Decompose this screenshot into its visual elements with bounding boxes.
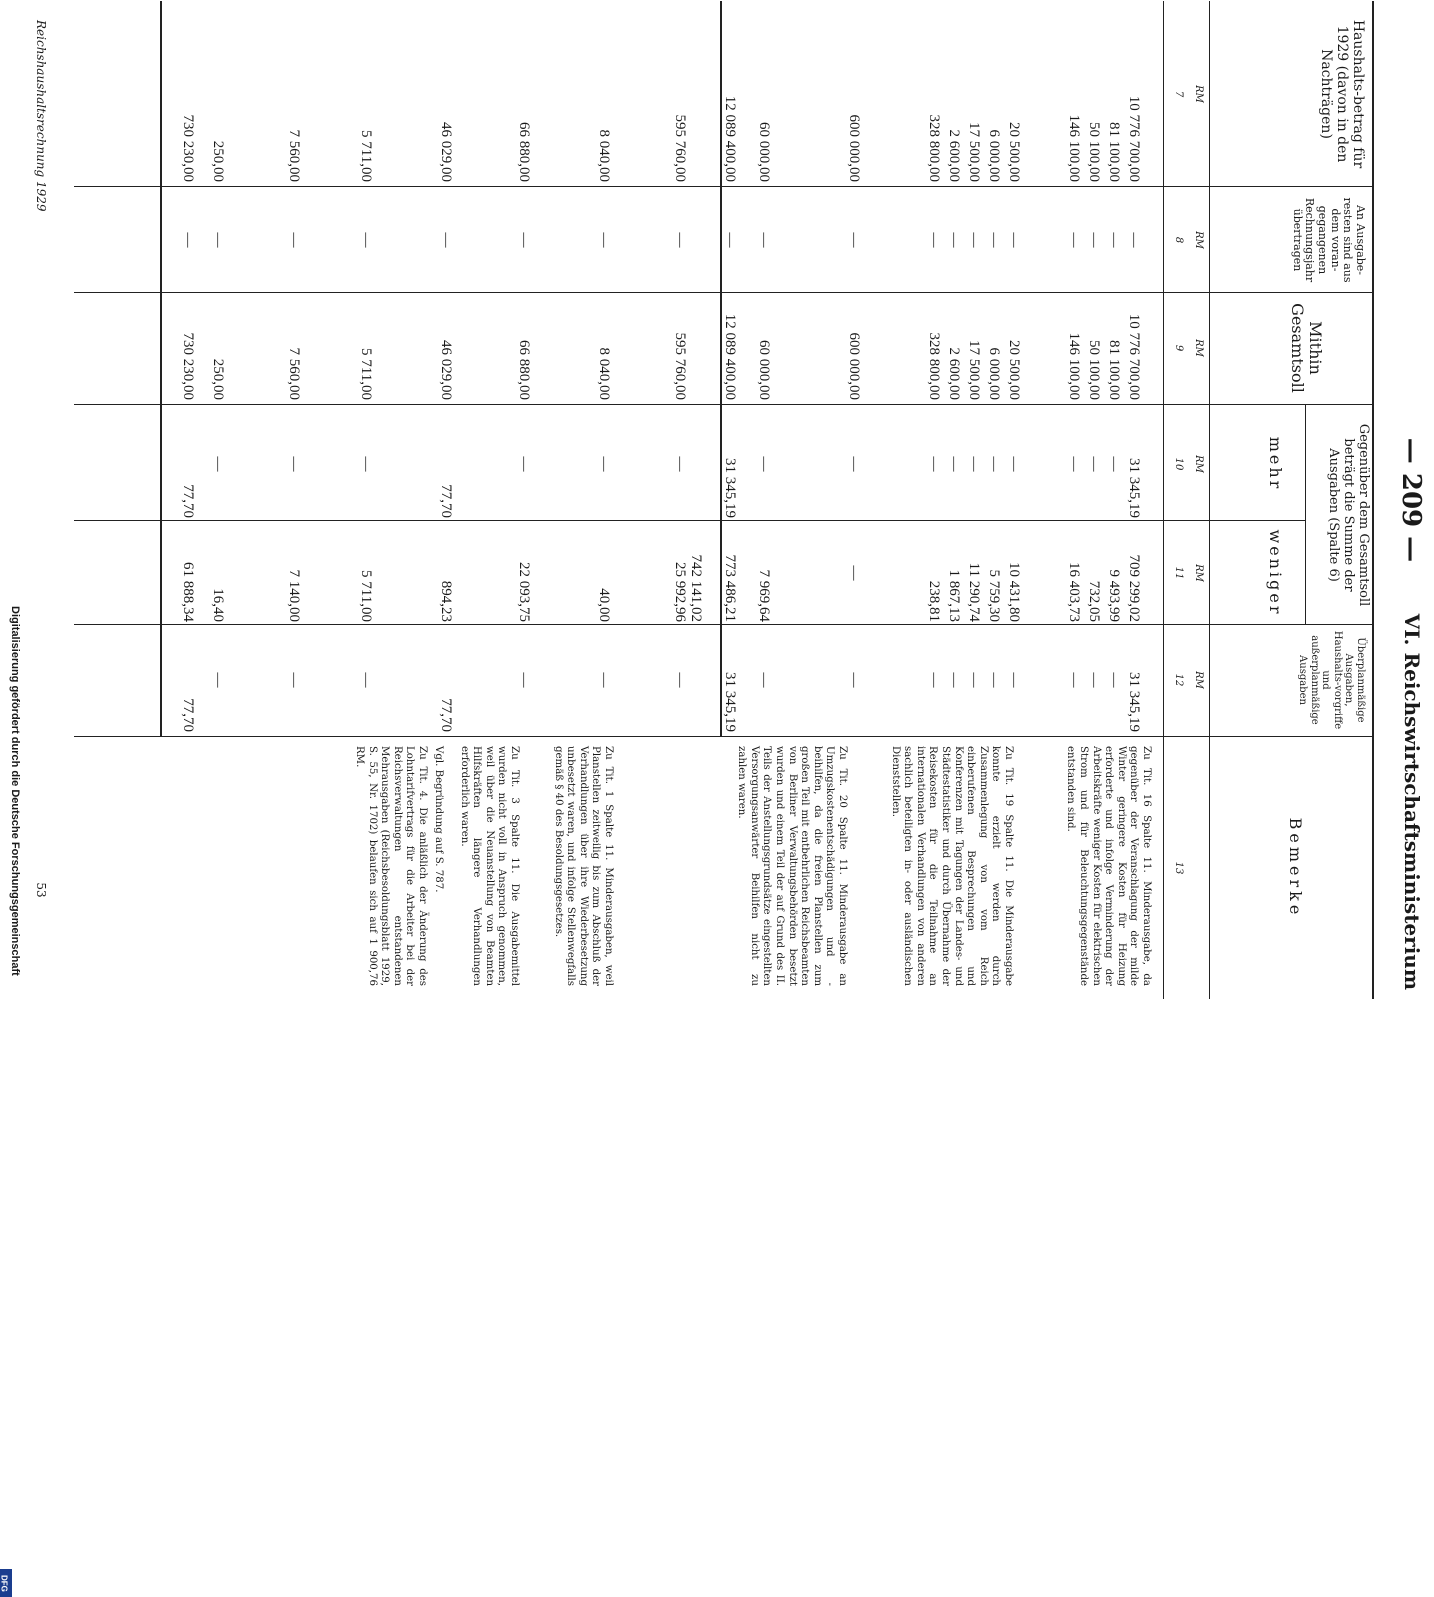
cell-c7: 146 100,00 bbox=[1066, 114, 1082, 182]
cell-c12: — bbox=[1086, 672, 1102, 688]
cell-c9: 730 230,00 bbox=[180, 332, 196, 400]
cell-c12: — bbox=[1106, 672, 1122, 688]
cell-c8: — bbox=[946, 232, 962, 248]
cell-c8: — bbox=[516, 232, 532, 248]
note-tit20: Zu Tit. 20 Spalte 11. Minderausgabe an Umzugskostenentschädigungen und -beihilfen, da die freien Planstellen zum großen Teil mit entbehrlichen Reichsbeamten von Berliner Verwaltungsbehörden besetzt wurden und einem Teil der auf Grund des II. Teils der Anstellungsgrundsätze eingestellten Versorgungsanwärter Beihilfen nicht zu zahlen waren. bbox=[736, 746, 848, 986]
digitization-strip bbox=[0, 604, 22, 1592]
colnum-rule bbox=[1163, 1, 1164, 999]
cell-c7: 2 600,00 bbox=[946, 129, 962, 182]
cell-c10: — bbox=[1066, 456, 1082, 472]
cell-c9: 595 760,00 bbox=[672, 332, 688, 400]
note-tit19: Zu Tit. 19 Spalte 11. Die Minderausgabe konnte erzielt werden durch Zusammenlegung von vom Reich einberufenen Besprechungen und Konferenzen mit Tagungen der Landes- und Städtestatistiker und durch Übernahme der Reisekosten für die Teilnahme an internationalen Verhandlungen von anderen sachlich beteiligten in- oder ausländischen Dienststellen. bbox=[889, 746, 1014, 986]
cell-c9: 12 089 400,00 bbox=[722, 313, 738, 400]
cell-c10: — bbox=[926, 456, 942, 472]
cell-c12: — bbox=[286, 672, 302, 688]
cell-c9: 66 880,00 bbox=[516, 340, 532, 400]
cell-c11: 7 140,00 bbox=[286, 569, 302, 622]
cell-c12: 77,70 bbox=[180, 698, 196, 732]
cell-c10: — bbox=[672, 456, 688, 472]
cell-c11: 894,23 bbox=[438, 580, 454, 622]
cell-c10: 77,70 bbox=[180, 484, 196, 518]
cell-c7: 8 040,00 bbox=[596, 129, 612, 182]
cell-c10: — bbox=[986, 456, 1002, 472]
col-sep bbox=[74, 292, 1374, 293]
ministry-header: VI. Reichswirtschaftsministerium bbox=[1400, 613, 1424, 990]
cell-c8: — bbox=[1006, 232, 1022, 248]
note-ref: Vgl. Begründung auf S. 787. bbox=[433, 746, 444, 893]
cell-c12: — bbox=[846, 672, 862, 688]
cell-c11: 61 888,34 bbox=[180, 562, 196, 622]
cell-c10: — bbox=[596, 456, 612, 472]
cell-c10: 31 345,19 bbox=[1126, 458, 1142, 518]
cell-c11: 5 759,30 bbox=[986, 569, 1002, 622]
header-col10-11: Gegenüber dem Gesamtsoll beträgt die Summe der Ausgaben (Spalte 6) bbox=[1326, 423, 1371, 607]
cell-c8: — bbox=[846, 232, 862, 248]
cell-c11: 9 493,99 bbox=[1106, 569, 1122, 622]
note-tit3: Zu Tit. 3 Spalte 11. Die Ausgabemittel wurden nicht voll in Anspruch genommen, weil über die Neuanstellung von Beamten Hilfskräften längere Verhandlungen erforderlich waren. bbox=[458, 746, 520, 986]
cell-c12: — bbox=[756, 672, 772, 688]
net-difference: 742 141,02 bbox=[688, 554, 704, 622]
cell-c7: 46 029,00 bbox=[438, 122, 454, 182]
cell-c12: — bbox=[596, 672, 612, 688]
unit-col10: RM bbox=[1193, 455, 1204, 473]
colnum-10: 10 bbox=[1173, 457, 1184, 471]
cell-c9: 7 560,00 bbox=[286, 347, 302, 400]
note-tit1: Zu Tit. 1 Spalte 11. Minderausgaben, weil Planstellen zeitweilig bis zum Abschluß der Verhandlungen über ihre Wiederbesetzung unbesetzt waren, und infolge Stellenwegfalls gemäß § 40 des Besoldungsgesetzes. bbox=[552, 746, 614, 986]
cell-c11: 10 431,80 bbox=[1006, 562, 1022, 622]
cell-c12: — bbox=[1006, 672, 1022, 688]
header-col9: Mithin Gesamtsoll bbox=[1287, 303, 1325, 393]
cell-c8: — bbox=[986, 232, 1002, 248]
header-col10: mehr bbox=[1266, 436, 1285, 492]
cell-c7: 60 000,00 bbox=[756, 122, 772, 182]
cell-c9: 6 000,00 bbox=[986, 347, 1002, 400]
header-col8: An Ausgabe-resten sind aus dem voran-gegangenen Rechnungsjahr übertragen bbox=[1290, 197, 1367, 283]
cell-c9: 2 600,00 bbox=[946, 347, 962, 400]
note-tit4: Zu Tit. 4. Die anläßlich der Änderung des Lohntarifvertrags für die Arbeiter bei der Reichsverwaltungen entstandenen Mehrausgaben (Reichsbesoldungsblatt 1929, S. 55, Nr. 1702) belaufen sich auf 1 900,76 RM. bbox=[354, 746, 428, 986]
cell-c8: — bbox=[722, 232, 738, 248]
cell-c10: — bbox=[358, 456, 374, 472]
cell-c7: 328 800,00 bbox=[926, 114, 942, 182]
cell-c11: 773 486,21 bbox=[722, 554, 738, 622]
cell-c9: 8 040,00 bbox=[596, 347, 612, 400]
col-sep bbox=[74, 404, 1374, 405]
cell-c9: 328 800,00 bbox=[926, 332, 942, 400]
unit-col7: RM bbox=[1193, 85, 1204, 103]
cell-c7: 17 500,00 bbox=[966, 122, 982, 182]
page-number: — 209 — bbox=[1396, 437, 1426, 563]
cell-c7: 20 500,00 bbox=[1006, 122, 1022, 182]
cell-c12: 31 345,19 bbox=[1126, 672, 1142, 732]
cell-c7: 600 000,00 bbox=[846, 114, 862, 182]
colnum-9: 9 bbox=[1173, 344, 1184, 352]
cell-c8: — bbox=[1086, 232, 1102, 248]
cell-c7: 595 760,00 bbox=[672, 114, 688, 182]
cell-c11: — bbox=[846, 565, 862, 581]
cell-c12: 77,70 bbox=[438, 698, 454, 732]
cell-c8: — bbox=[756, 232, 772, 248]
footer-page: 53 bbox=[34, 882, 48, 898]
cell-c8: — bbox=[1066, 232, 1082, 248]
cell-c7: 250,00 bbox=[210, 140, 226, 182]
header-col12: Überplanmäßige Ausgaben, Haushalts-vorgriffe und außerplanmäßige Ausgaben bbox=[1297, 630, 1366, 730]
cell-c7: 5 711,00 bbox=[358, 130, 374, 182]
cell-c10: 77,70 bbox=[438, 484, 454, 518]
header-col7: Haushalts-betrag für 1929 (davon in den Nachträgen) bbox=[1317, 19, 1366, 169]
cell-c9: 46 029,00 bbox=[438, 340, 454, 400]
cell-c12: — bbox=[986, 672, 1002, 688]
cell-c9: 250,00 bbox=[210, 358, 226, 400]
colnum-8: 8 bbox=[1173, 236, 1184, 244]
unit-col11: RM bbox=[1193, 564, 1204, 582]
cell-c8: — bbox=[286, 232, 302, 248]
cell-c8: — bbox=[358, 232, 374, 248]
cell-c9: 81 100,00 bbox=[1106, 340, 1122, 400]
subtotal-rule bbox=[160, 1, 162, 736]
cell-c7: 66 880,00 bbox=[516, 122, 532, 182]
subtotal-rule bbox=[720, 1, 722, 736]
cell-c8: — bbox=[180, 232, 196, 248]
cell-c11: 5 711,00 bbox=[358, 570, 374, 622]
cell-c8: — bbox=[596, 232, 612, 248]
unit-col9: RM bbox=[1193, 339, 1204, 357]
cell-c9: 5 711,00 bbox=[358, 348, 374, 400]
cell-c9: 20 500,00 bbox=[1006, 340, 1022, 400]
cell-c8: — bbox=[210, 232, 226, 248]
cell-c10: — bbox=[966, 456, 982, 472]
cell-c7: 6 000,00 bbox=[986, 129, 1002, 182]
col-sep bbox=[74, 736, 1374, 737]
cell-c10: — bbox=[946, 456, 962, 472]
cell-c8: — bbox=[438, 232, 454, 248]
cell-c11: 40,00 bbox=[596, 588, 612, 622]
cell-c10: — bbox=[1006, 456, 1022, 472]
cell-c11: 16 403,73 bbox=[1066, 562, 1082, 622]
cell-c12: — bbox=[358, 672, 374, 688]
cell-c9: 50 100,00 bbox=[1086, 340, 1102, 400]
cell-c8: — bbox=[966, 232, 982, 248]
colnum-11: 11 bbox=[1173, 566, 1184, 580]
header-rule bbox=[1209, 1, 1210, 999]
cell-c10: — bbox=[846, 456, 862, 472]
col-sep bbox=[74, 624, 1374, 625]
cell-c9: 60 000,00 bbox=[756, 340, 772, 400]
cell-c12: — bbox=[672, 672, 688, 688]
cell-c7: 10 776 700,00 bbox=[1126, 95, 1142, 182]
cell-c7: 50 100,00 bbox=[1086, 122, 1102, 182]
cell-c12: — bbox=[926, 672, 942, 688]
cell-c10: — bbox=[756, 456, 772, 472]
digitization-note: Digitalisierung gefördert durch die Deutsche Forschungsgemeinschaft bbox=[9, 606, 21, 976]
cell-c10: — bbox=[1086, 456, 1102, 472]
cell-c10: — bbox=[210, 456, 226, 472]
cell-c8: — bbox=[926, 232, 942, 248]
cell-c11: 709 299,02 bbox=[1126, 554, 1142, 622]
cell-c7: 730 230,00 bbox=[180, 114, 196, 182]
header-col13: Bemerke bbox=[1286, 817, 1305, 919]
col-sep bbox=[74, 520, 1306, 521]
cell-c8: — bbox=[672, 232, 688, 248]
unit-col12: RM bbox=[1193, 671, 1204, 689]
cell-c11: 1 867,13 bbox=[946, 569, 962, 622]
cell-c10: — bbox=[516, 456, 532, 472]
cell-c11: 25 992,96 bbox=[672, 562, 688, 622]
cell-c7: 12 089 400,00 bbox=[722, 95, 738, 182]
cell-c11: 238,81 bbox=[926, 580, 942, 622]
group-rule bbox=[1305, 404, 1306, 624]
cell-c12: — bbox=[946, 672, 962, 688]
cell-c12: — bbox=[1066, 672, 1082, 688]
cell-c8: — bbox=[1106, 232, 1122, 248]
cell-c8: — bbox=[1126, 232, 1142, 248]
cell-c9: 600 000,00 bbox=[846, 332, 862, 400]
cell-c12: — bbox=[210, 672, 226, 688]
cell-c11: 11 290,74 bbox=[966, 562, 982, 622]
cell-c10: — bbox=[286, 456, 302, 472]
cell-c9: 146 100,00 bbox=[1066, 332, 1082, 400]
col-sep bbox=[74, 186, 1374, 187]
unit-col8: RM bbox=[1193, 231, 1204, 249]
cell-c12: — bbox=[516, 672, 532, 688]
cell-c12: 31 345,19 bbox=[722, 672, 738, 732]
cell-c10: 31 345,19 bbox=[722, 458, 738, 518]
cell-c11: 7 969,64 bbox=[756, 569, 772, 622]
cell-c12: — bbox=[966, 672, 982, 688]
footer-left: Reichshaushaltsrechnung 1929 bbox=[34, 20, 48, 212]
cell-c9: 10 776 700,00 bbox=[1126, 313, 1142, 400]
colnum-13: 13 bbox=[1173, 861, 1184, 875]
cell-c7: 81 100,00 bbox=[1106, 122, 1122, 182]
cell-c9: 17 500,00 bbox=[966, 340, 982, 400]
note-tit16: Zu Tit. 16 Spalte 11. Minderausgabe, da gegenüber der Veranschlagung der milde Winter geringere Kosten für Heizung erforderte und infolge Verminderung der Arbeitskräfte weniger Kosten für elektrischen Strom und für Beleuchtungsgegenstände entstanden sind. bbox=[1065, 746, 1152, 986]
cell-c10: — bbox=[1106, 456, 1122, 472]
dfg-logo: DFG bbox=[0, 1569, 12, 1597]
colnum-7: 7 bbox=[1173, 90, 1184, 98]
cell-c11: 22 093,75 bbox=[516, 562, 532, 622]
colnum-12: 12 bbox=[1173, 673, 1184, 687]
cell-c11: 16,40 bbox=[210, 588, 226, 622]
cell-c11: 732,05 bbox=[1086, 580, 1102, 622]
cell-c7: 7 560,00 bbox=[286, 129, 302, 182]
header-col11: weniger bbox=[1266, 529, 1285, 617]
top-rule bbox=[1372, 1, 1374, 999]
